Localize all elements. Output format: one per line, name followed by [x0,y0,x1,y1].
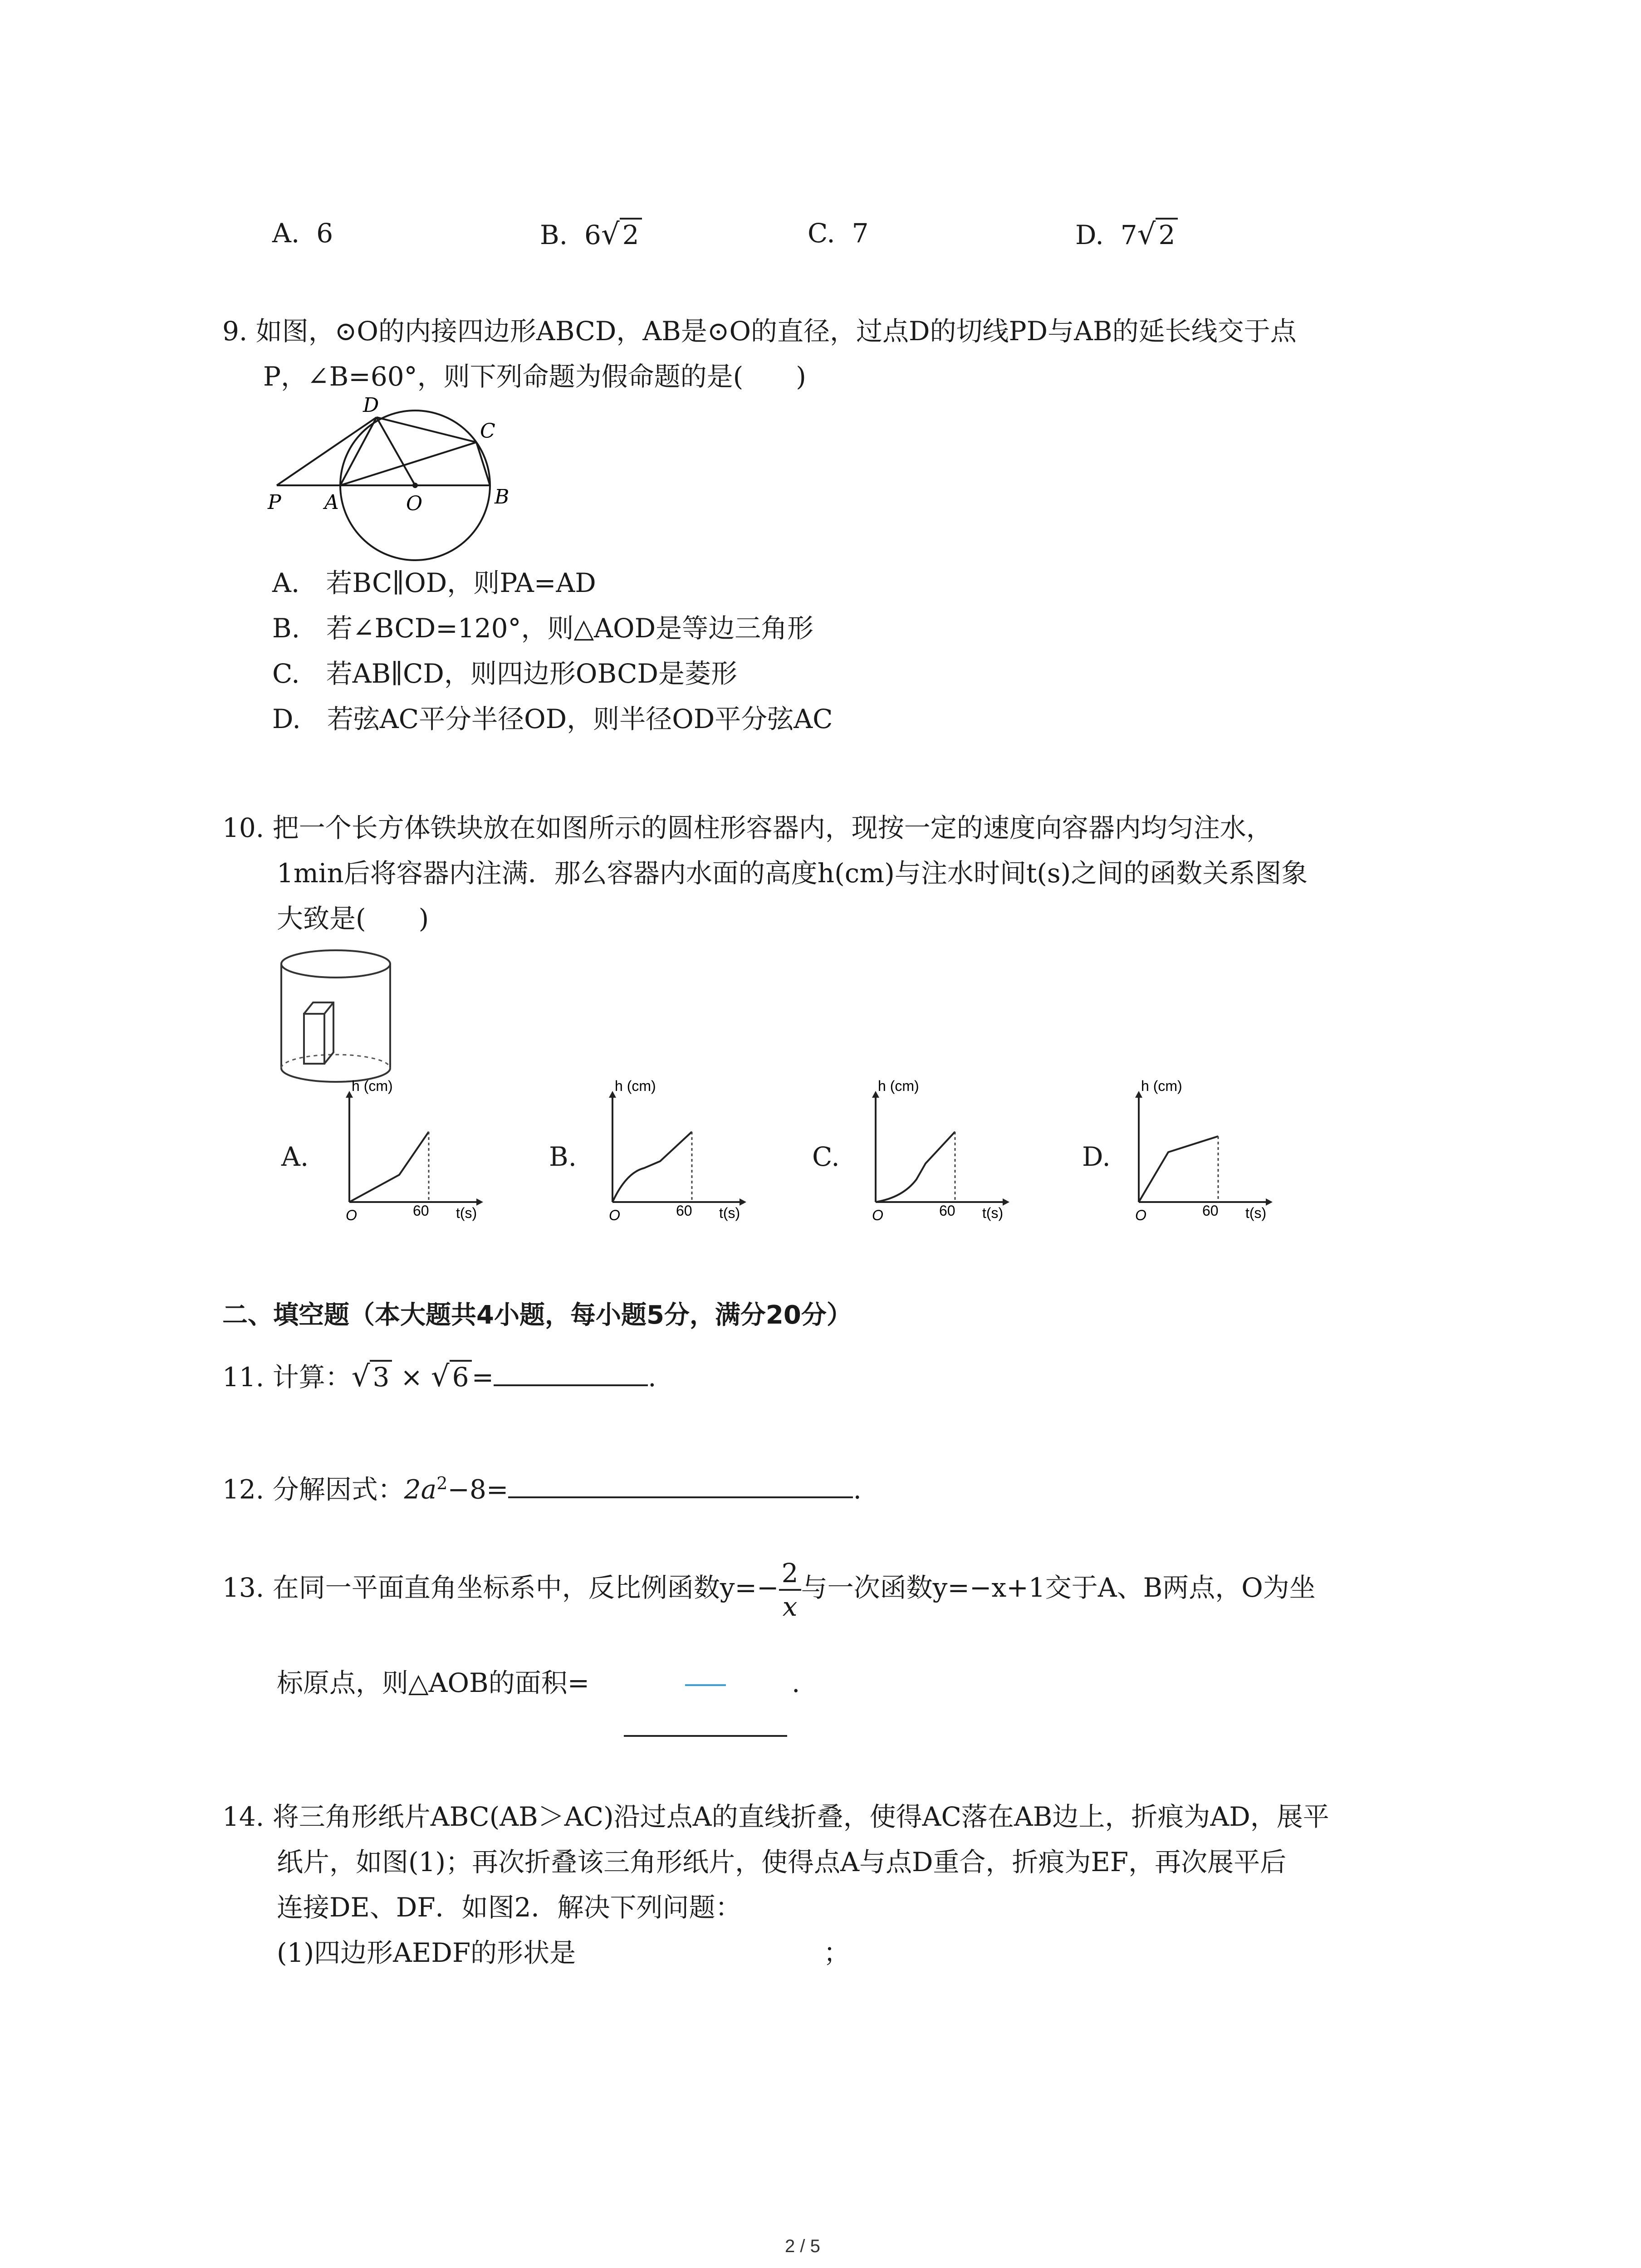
q10-cylinder-figure [272,946,399,1091]
q10-graph-a-label: A. [281,1141,309,1172]
q8-option-b-value: 6 [584,220,601,250]
q10-text-line1: 把一个长方体铁块放在如图所示的圆柱形容器内，现按一定的速度向容器内均匀注水， [272,812,1273,843]
q11: 11. 计算：√ 3 × √ 6 = . [222,1360,656,1393]
q13-blue-dash [685,1684,726,1686]
q9-text-line2: P，∠B=60°，则下列命题为假命题的是( ) [263,361,806,392]
q11-prefix: 计算： [272,1362,352,1393]
q11-times: × [400,1362,423,1393]
graph-d-origin: O [1135,1207,1146,1223]
graph-a-origin: O [346,1207,357,1223]
graph-a-tick: 60 [413,1202,429,1219]
q12-answer-blank[interactable] [508,1474,853,1498]
label-a: A [324,491,339,514]
q13-line2 [277,1660,589,1706]
q11-answer-blank[interactable] [494,1362,648,1386]
q10-graph-c-label: C. [812,1141,840,1172]
q13-end: . [792,1667,800,1698]
graph-b-tick: 60 [676,1202,692,1219]
graph-c-xlabel: t(s) [982,1205,1004,1221]
q13-pre: 在同一平面直角坐标系中，反比例函数y=− [272,1572,779,1603]
q10-line2: 1min后将容器内注满．那么容器内水面的高度h(cm)与注水时间t(s)之间的函数关系图象 [277,858,1308,889]
q13-fraction [779,1557,801,1623]
q14-text-line1: 将三角形纸片ABC(AB＞AC)沿过点A的直线折叠，使得AC落在AB边上，折痕为AD，展平 [272,1801,1329,1832]
q9-text-line1: 如图，⊙O的内接四边形ABCD，AB是⊙O的直径，过点D的切线PD与AB的延长线交于点 [255,316,1297,347]
q9-line1 [222,308,1297,354]
q8-option-d-value: 7 [1120,220,1137,250]
q12-exponent: 2 [436,1473,448,1493]
q8-option-d-label: D. [1075,220,1104,250]
q10-graph-b-label: B. [549,1141,577,1172]
graph-b-ylabel: h (cm) [615,1080,656,1094]
q9-option-d: D. 若弦AC平分半径OD，则半径OD平分弦AC [272,704,833,734]
q14-sub1-text: (1)四边形AEDF的形状是 [277,1937,576,1968]
graph-a-xlabel: t(s) [456,1205,477,1221]
q10-graph-d [1116,1080,1288,1229]
graph-c-ylabel: h (cm) [878,1080,919,1094]
q11-end: . [648,1362,656,1393]
graph-b-xlabel: t(s) [719,1205,740,1221]
q8-option-c-value: 7 [852,218,869,249]
q11-number: 11. [222,1362,265,1393]
q13-line1 [222,1556,1316,1623]
label-c: C [480,420,495,443]
section-heading: 二、填空题（本大题共4小题，每小题5分，满分20分） [222,1300,852,1330]
q13-text-line2: 标原点，则△AOB的面积= [277,1667,590,1698]
q8-option-c-label: C. [808,218,835,249]
q8-option-b: B. 6√ 2 [540,218,642,251]
q8-option-a-value: 6 [316,218,333,249]
q10-graph-b [590,1080,762,1229]
q10-graph-a [327,1080,499,1229]
q13-fraction-denominator: x [782,1591,798,1622]
graph-d-xlabel: t(s) [1245,1205,1267,1221]
q14-sub1-end: ； [823,1937,850,1968]
q13-number: 13. [222,1572,265,1603]
q12-prefix: 分解因式： [272,1474,404,1505]
q9-option-c: C. 若AB∥CD，则四边形OBCD是菱形 [272,658,738,689]
q12-end: . [853,1474,862,1505]
q12-number: 12. [222,1474,265,1505]
q11-equals: = [471,1362,494,1393]
graph-d-tick: 60 [1202,1202,1219,1219]
q10-graph-c [853,1080,1025,1229]
graph-c-origin: O [872,1207,883,1223]
q8-option-c [808,218,869,249]
q8-option-b-label: B. [540,220,568,250]
graph-d-ylabel: h (cm) [1141,1080,1182,1094]
q11-radical-1: 3 [370,1360,392,1393]
q9-option-b: B. 若∠BCD=120°，则△AOD是等边三角形 [272,613,814,644]
q10-graph-d-label: D. [1082,1141,1111,1172]
q13-post: 与一次函数y=−x+1交于A、B两点，O为坐 [801,1572,1316,1603]
q8-option-d: D. 7√ 2 [1075,218,1178,251]
label-p: P [268,491,281,514]
q12-expr-a: 2a [404,1474,437,1505]
q12-expr-b: −8= [447,1474,509,1505]
q14-number: 14. [222,1801,265,1832]
q8-option-a-label: A. [272,218,300,249]
q10-number: 10. [222,812,265,843]
q9-number: 9. [222,316,248,347]
label-b: B [495,485,509,508]
q8-option-b-radical: 2 [620,218,642,250]
page-number: 2 / 5 [785,2236,820,2256]
q11-radical-2: 6 [450,1360,472,1393]
q9-circle-figure [254,390,535,567]
q9-option-a: A. 若BC∥OD，则PA=AD [272,567,596,598]
q14-line2: 纸片，如图(1)；再次折叠该三角形纸片，使得点A与点D重合，折痕为EF，再次展平后 [277,1847,1287,1877]
q10-line1 [222,805,1273,850]
q8-option-a [272,218,333,249]
q8-option-d-radical: 2 [1156,218,1178,250]
graph-c-tick: 60 [939,1202,955,1219]
q10-line3: 大致是( ) [277,903,429,934]
q14-line3: 连接DE、DF．如图2．解决下列问题： [277,1892,742,1923]
q14-line1 [222,1794,1329,1839]
graph-a-ylabel: h (cm) [352,1080,393,1094]
q13-answer-blank[interactable] [624,1735,787,1737]
label-o: O [406,492,423,515]
q13-fraction-numerator: 2 [779,1557,801,1591]
graph-b-origin: O [609,1207,620,1223]
q12 [222,1461,862,1512]
label-d: D [363,394,379,417]
q14-sub1 [277,1930,576,1975]
